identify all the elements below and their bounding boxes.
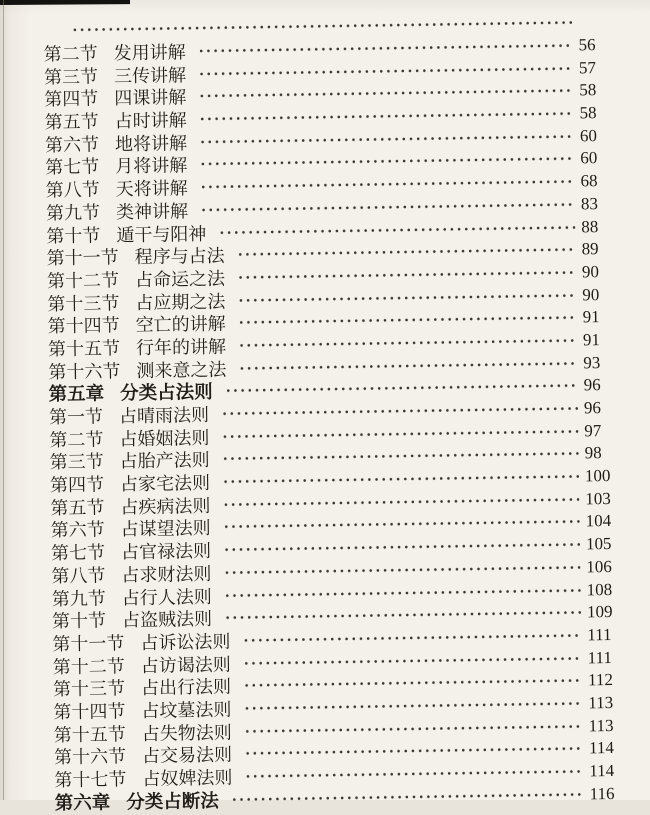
- entry-label: 第十四节: [53, 701, 126, 723]
- entry-title: 占行人法则: [121, 586, 212, 608]
- dot-leader: [223, 519, 580, 530]
- entry-title: 程序与占法: [134, 245, 225, 268]
- dot-leader: [223, 564, 580, 575]
- dot-leader: [224, 587, 581, 598]
- entry-label: 第十四节: [47, 315, 120, 337]
- dot-leader: [242, 632, 581, 643]
- scan-artifact-bar: [0, 0, 130, 5]
- entry-title: 三传讲解: [113, 64, 187, 87]
- scan-scratch-line: [3, 0, 4, 800]
- entry-label: 第十一节: [52, 633, 125, 655]
- entry-page-number: 60: [579, 125, 598, 146]
- entry-title: 遁干与阳神: [116, 223, 207, 245]
- dot-leader: [238, 315, 577, 326]
- entry-label: 第十六节: [53, 746, 127, 768]
- entry-page-number: 116: [589, 783, 615, 804]
- entry-page-number: 93: [583, 352, 601, 373]
- entry-label: 第十二节: [46, 270, 120, 292]
- dot-leader: [199, 133, 574, 145]
- dot-leader: [221, 405, 578, 416]
- entry-title: 类神讲解: [115, 201, 189, 223]
- entry-label: 第十节: [51, 610, 107, 632]
- entry-label: 第五节: [44, 111, 99, 133]
- entry-title: 地将讲解: [114, 133, 188, 155]
- entry-page-number: 100: [584, 466, 611, 486]
- entry-title: 行年的讲解: [135, 336, 227, 358]
- entry-label: 第十节: [46, 225, 101, 246]
- dot-leader: [71, 20, 572, 33]
- entry-page-number: 96: [583, 375, 601, 395]
- entry-title: 占诉讼法则: [140, 631, 231, 653]
- dot-leader: [218, 224, 575, 235]
- entry-page-number: 111: [587, 647, 613, 667]
- entry-title: 发用讲解: [113, 42, 186, 64]
- entry-label: 第六节: [44, 134, 100, 156]
- entry-label: 第十五节: [53, 723, 126, 745]
- entry-label: 第五章: [48, 384, 105, 406]
- entry-title: 占谋望法则: [120, 518, 211, 540]
- entry-page-number: 56: [578, 35, 596, 55]
- entry-page-number: 98: [584, 443, 602, 463]
- entry-page-number: 83: [580, 193, 599, 214]
- entry-page-number: 105: [585, 534, 612, 554]
- dot-leader: [243, 678, 582, 689]
- entry-label: 第六节: [50, 519, 105, 541]
- entry-label: 第七节: [50, 542, 106, 564]
- entry-title: 天将讲解: [115, 178, 188, 200]
- entry-title: 占官禄法则: [120, 541, 212, 563]
- entry-title: 占失物法则: [141, 722, 232, 744]
- toc-entry: [55, 782, 634, 813]
- entry-label: 第十二节: [52, 655, 125, 677]
- entry-title: 占求财法则: [121, 563, 212, 586]
- entry-title: 占出行法则: [140, 676, 232, 699]
- entry-label: 第十七节: [54, 769, 127, 791]
- entry-page-number: 89: [581, 239, 599, 259]
- entry-label: 第十五节: [47, 338, 121, 360]
- dot-leader: [225, 383, 578, 394]
- entry-page-number: 109: [586, 602, 613, 622]
- dot-leader: [223, 542, 580, 553]
- entry-title: 空亡的讲解: [135, 313, 226, 336]
- entry-title: 占命运之法: [134, 268, 226, 290]
- entry-label: 第七节: [45, 156, 100, 178]
- entry-page-number: 68: [580, 171, 598, 191]
- entry-title: 分类占法则: [120, 383, 213, 405]
- entry-label: 第九节: [45, 202, 101, 224]
- entry-page-number: 113: [588, 692, 614, 713]
- entry-page-number: 113: [588, 715, 614, 735]
- dot-leader: [244, 768, 583, 779]
- entry-label: 第四节: [44, 88, 99, 110]
- dot-leader: [222, 474, 579, 485]
- dot-leader: [237, 292, 576, 303]
- entry-title: 月将讲解: [115, 155, 188, 177]
- entry-label: 第六章: [54, 793, 111, 814]
- entry-page-number: 106: [586, 556, 612, 577]
- dot-leader: [198, 43, 573, 55]
- dot-leader: [222, 496, 579, 507]
- dot-leader: [237, 247, 576, 258]
- dot-leader: [200, 179, 575, 191]
- entry-page-number: 108: [586, 579, 613, 599]
- entry-page-number: 114: [589, 760, 615, 781]
- entry-page-number: [578, 22, 622, 23]
- entry-label: 第八节: [51, 565, 106, 587]
- entry-title: 占访谒法则: [140, 654, 231, 676]
- dot-leader: [243, 655, 582, 666]
- entry-label: 第十三节: [52, 678, 126, 700]
- dot-leader: [200, 201, 575, 213]
- entry-title: 占奴婢法则: [142, 767, 233, 789]
- dot-leader: [244, 723, 583, 734]
- entry-title: 测来意之法: [136, 359, 227, 381]
- dot-leader: [244, 746, 583, 757]
- entry-label: 第十三节: [47, 292, 120, 314]
- entry-page-number: 96: [583, 398, 602, 418]
- entry-label: 第十六节: [48, 360, 121, 382]
- dot-leader: [199, 156, 574, 168]
- entry-title: 占婚姻法则: [119, 427, 210, 449]
- entry-title: 占胎产法则: [119, 450, 210, 472]
- entry-title: 占时讲解: [114, 110, 187, 132]
- dot-leader: [198, 65, 573, 77]
- entry-page-number: 111: [587, 624, 612, 645]
- dot-leader: [222, 451, 579, 462]
- table-of-contents: [43, 11, 634, 814]
- entry-title: 占盗贼法则: [121, 609, 213, 631]
- entry-label: 第二节: [49, 429, 104, 451]
- entry-title: 占应期之法: [135, 291, 226, 313]
- entry-title: 占坟墓法则: [141, 699, 232, 721]
- entry-title: 占晴雨法则: [118, 404, 210, 427]
- entry-title: 占疾病法则: [120, 495, 211, 518]
- entry-page-number: 104: [585, 511, 612, 531]
- dot-leader: [238, 360, 577, 371]
- dot-leader: [224, 610, 581, 621]
- dot-leader: [238, 337, 577, 348]
- entry-page-number: 88: [581, 216, 599, 236]
- entry-page-number: 91: [582, 330, 601, 350]
- entry-page-number: 90: [582, 284, 600, 304]
- entry-title: 占家宅法则: [119, 473, 211, 495]
- entry-page-number: 103: [585, 488, 611, 509]
- entry-label: 第四节: [49, 474, 105, 496]
- entry-label: 第三节: [49, 451, 104, 473]
- entry-title: 四课讲解: [114, 87, 187, 109]
- entry-label: 第二节: [43, 43, 98, 65]
- entry-title: 分类占断法: [126, 791, 219, 813]
- entry-page-number: 57: [578, 57, 597, 78]
- entry-page-number: 60: [580, 148, 598, 168]
- entry-label: 第九节: [51, 588, 106, 609]
- dot-leader: [237, 269, 576, 280]
- entry-label: 第八节: [45, 179, 100, 201]
- entry-page-number: 90: [581, 262, 600, 282]
- entry-page-number: 97: [584, 420, 602, 441]
- dot-leader: [198, 88, 573, 100]
- entry-title: 占交易法则: [141, 744, 233, 767]
- dot-leader: [243, 700, 582, 711]
- entry-label: 第五节: [50, 497, 105, 519]
- entry-label: 第三节: [43, 66, 99, 88]
- entry-label: 第一节: [48, 406, 104, 428]
- entry-page-number: 114: [588, 738, 615, 758]
- dot-leader: [231, 791, 584, 802]
- dot-leader: [199, 111, 574, 123]
- entry-label: 第十一节: [46, 247, 119, 269]
- entry-page-number: 112: [587, 670, 614, 690]
- entry-page-number: 58: [579, 80, 597, 100]
- entry-page-number: 91: [582, 307, 600, 327]
- entry-page-number: 58: [579, 103, 597, 123]
- dot-leader: [221, 428, 578, 439]
